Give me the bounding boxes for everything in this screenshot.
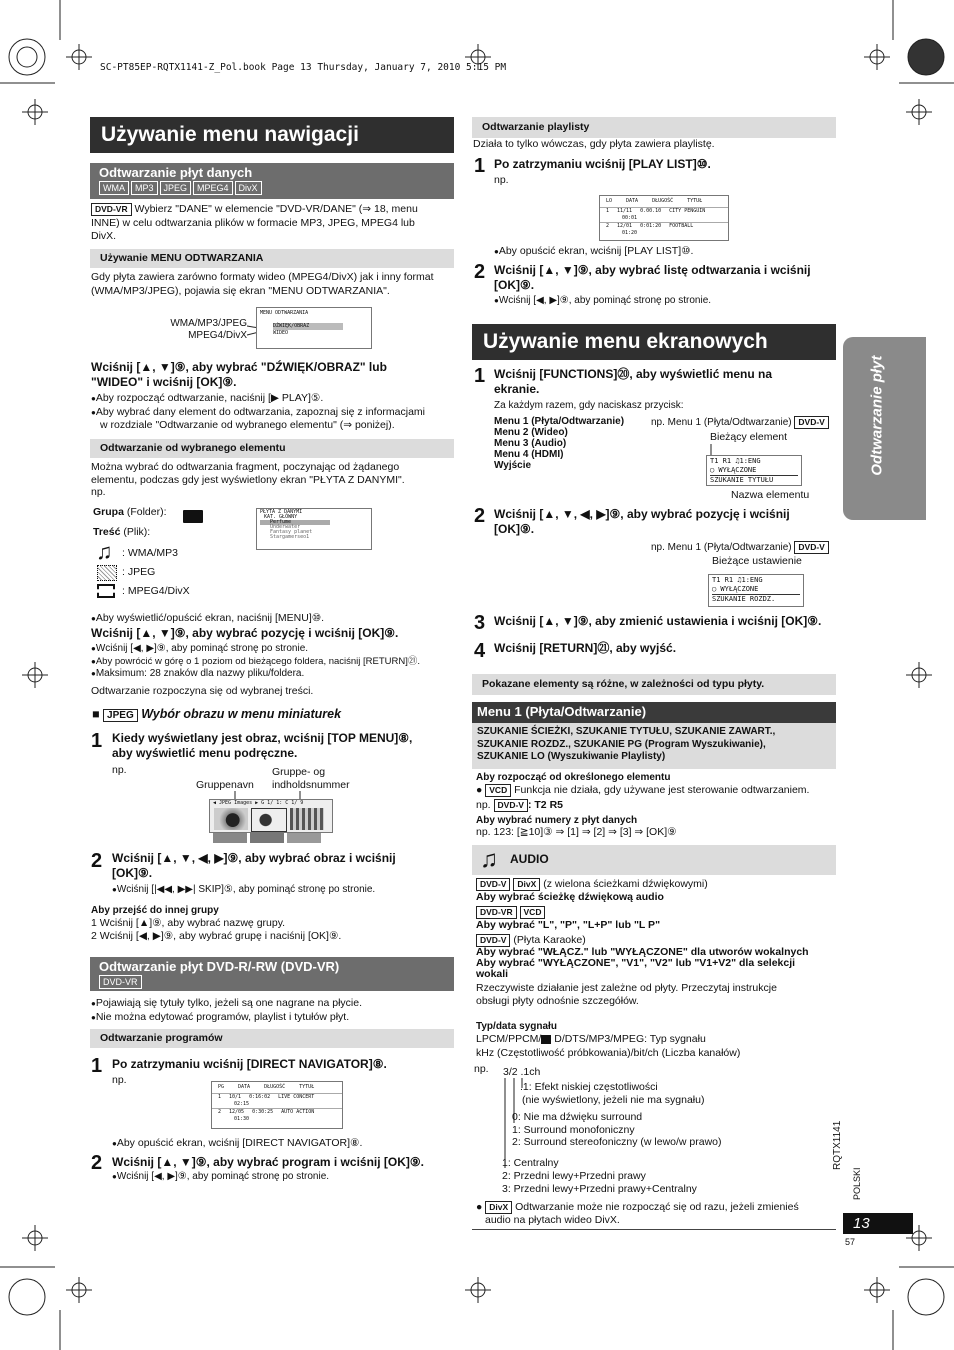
- bar-playlist: Odtwarzanie playlisty: [472, 117, 836, 138]
- section-title: Odtwarzanie płyt DVD-R/-RW (DVD-VR): [99, 959, 340, 974]
- np-label: np.: [112, 764, 127, 776]
- exit-bullet: ● Aby opuścić ekran, wciśnij [DIRECT NAVIGATOR]⑧.: [112, 1137, 362, 1149]
- tag-dvd-v: DVD-V: [476, 934, 510, 947]
- signal-type-text: LPCM/PPCM/ D/DTS/MP3/MPEG: Typ sygnału kHz (Częstotliwość próbkowania)/bit/ch (Liczba kanałów): [476, 1033, 741, 1059]
- data-disc-screen-thumb: PŁYTA Z DANYMI KAT. GŁÓWNY Perfume Underwater Fantasy planet Stargamerseo1: [256, 508, 372, 550]
- element-name-label: Nazwa elementu: [731, 489, 810, 501]
- skip-bullet: ● Wciśnij [|◀◀, ▶▶| SKIP]⑤, aby pominąć stronę po stronie.: [112, 884, 375, 896]
- type-wma-mp3: : WMA/MP3: [122, 547, 179, 559]
- audio-details: DVD-V DivX (z wielona ścieżkami dźwiękowymi) Aby wybrać ścieżkę dźwiękową audio DVD-VR VCD Aby wybrać "L", "P", "L+P" lub "L P" DVD-V (Płyta Karaoke) Aby wybrać "WŁĄCZ." lub "WYŁĄCZONE" dla utworów wokalnych Aby wybrać "WYŁĄCZONE", "V1", "V2" lub "V1+V2" dla selekcji wokali Rzeczywiste działanie jest zależne od płyty. Przeczytaj instrukcje obsługi płyty odnośnie szczegółów.: [476, 878, 809, 1007]
- example-menu1: np. Menu 1 (Płyta/Odtwarzanie) DVD-V: [651, 416, 829, 429]
- menu-text: Gdy płyta zawiera zarówno formaty wideo (MPEG4/DivX) jak i inny format (WMA/MP3/JPEG), pojawia się ekran "MENU ODTWARZANIA".: [91, 271, 434, 297]
- signal-type-title: Typ/data sygnału: [476, 1021, 557, 1032]
- page-number: 13: [843, 1213, 913, 1234]
- tag-dvd-v: DVD-V: [476, 878, 510, 891]
- menu-labels: WMA/MP3/JPEG MPEG4/DivX: [170, 318, 247, 341]
- model-code: RQTX1141: [832, 1120, 843, 1170]
- step-number: 2: [91, 850, 103, 872]
- np-label: np.: [112, 1074, 127, 1086]
- bar-selected-element: Odtwarzanie od wybranego elementu: [90, 439, 454, 458]
- divx-note: ● DivX Odtwarzanie może nie rozpocząć się od razu, jeżeli zmienieś audio na płytach wideo DivX.: [476, 1201, 799, 1226]
- from-element-example: np. DVD-V : T2 R5: [476, 799, 563, 811]
- osd-screen-2: T1 R1 ♫1:ENG ◯ WYŁĄCZONE SZUKANIE ROZDZ.: [708, 574, 804, 607]
- type-mpeg4-divx: : MPEG4/DivX: [122, 585, 190, 597]
- skip-bullet: ● Wciśnij [◀, ▶]⑨, aby pominąć stronę po stronie.: [112, 1171, 329, 1183]
- goto-group-title: Aby przejść do innej grupy: [91, 905, 219, 916]
- signal-front: 1: Centralny 2: Przedni lewy+Przedni prawy 3: Przedni lewy+Przedni prawy+Centralny: [502, 1157, 697, 1195]
- step-number: 1: [474, 365, 486, 387]
- chapter-tab: Odtwarzanie płyt: [843, 337, 926, 520]
- tag-dvd-v: DVD-V: [494, 799, 528, 812]
- section-data-discs: [90, 163, 454, 199]
- jpeg-step-1: Kiedy wyświetlany jest obraz, wciśnij [TOP MENU]⑧, aby wyświetlić menu podręczne.: [112, 731, 413, 760]
- thumbnail-image: [290, 808, 324, 830]
- section-title: Odtwarzanie płyt danych: [99, 165, 253, 180]
- exit-bullet: ● Aby opuścić ekran, wciśnij [PLAY LIST]⑩.: [494, 245, 693, 257]
- step-number: 2: [91, 1152, 103, 1174]
- menu-bullet: ● Aby wyświetlić/opuścić ekran, naciśnij [MENU]⑩.: [91, 612, 324, 624]
- step-number: 2: [474, 505, 486, 527]
- menu-cycle-list: Menu 1 (Płyta/Odtwarzanie) Menu 2 (Wideo) Menu 3 (Audio) Menu 4 (HDMI) Wyjście: [494, 416, 625, 471]
- search-options: SZUKANIE ŚCIEŻKI, SZUKANIE TYTUŁU, SZUKANIE ZAWART., SZUKANIE ROZDZ., SZUKANIE PG (Program Wyszukiwanie), SZUKANIE LO (Wyszukiwanie Playlisty): [472, 723, 836, 769]
- image-file-icon: [97, 565, 117, 581]
- programs-step-2: Wciśnij [▲, ▼]⑨, aby wybrać program i wciśnij [OK]⑨.: [112, 1155, 424, 1169]
- jpeg-thumbnail-screen: ◀ JPEG Images ▶ G 1/ 1: C 1/ 9: [209, 799, 333, 833]
- playlist-screen: LO DATA DŁUGOŚĆ TYTUŁ 1 11/11 0.00.10 CITY PENGUIN 00:01 2 12/01 0:01:20 FOOTBALL 01:20: [599, 195, 729, 241]
- tag-wma: WMA: [99, 181, 129, 195]
- menu1-bar: Menu 1 (Płyta/Odtwarzanie): [472, 702, 836, 723]
- tag-dvd-v: DVD-V: [794, 541, 828, 554]
- example-menu1b: np. Menu 1 (Płyta/Odtwarzanie) DVD-V: [651, 541, 829, 554]
- step-number: 2: [474, 261, 486, 283]
- onscreen-step-3: Wciśnij [▲, ▼]⑨, aby zmienić ustawienia i wciśnij [OK]⑨.: [494, 614, 822, 628]
- tag-jpeg: JPEG: [103, 709, 138, 722]
- jpeg-step-2: Wciśnij [▲, ▼, ◀, ▶]⑨, aby wybrać obraz i wciśnij [OK]⑨.: [112, 851, 396, 880]
- divider: [472, 1229, 836, 1230]
- folder-icon: [183, 510, 203, 523]
- current-setting-label: Bieżące ustawienie: [712, 555, 802, 567]
- pick-numbers-title: Aby wybrać numery z płyt danych: [476, 815, 638, 826]
- page-title-navigation: Używanie menu nawigacji: [90, 117, 454, 153]
- thumbnail-row-2: [209, 833, 333, 845]
- pick-numbers-example: np. 123: [≧10]③ ⇒ [1] ⇒ [2] ⇒ [3] ⇒ [OK]⑨: [476, 826, 677, 838]
- section-dvd-vr: [90, 957, 454, 991]
- from-element-vcd: ● VCD Funkcja nie działa, gdy używane jest sterowanie odtwarzaniem.: [476, 784, 810, 796]
- step-number: 4: [474, 640, 486, 662]
- playback-starts: Odtwarzanie rozpoczyna się od wybranej treści.: [91, 685, 314, 697]
- dolby-icon: [541, 1035, 551, 1044]
- intro-text: DVD-VR Wybierz "DANE" w elemencie "DVD-VR/DANE" (⇒ 18, menu INNE) w celu odtwarzania plików w formacie MP3, JPEG, MPEG4 lub DivX.: [91, 203, 418, 242]
- playlist-step-1: Po zatrzymaniu wciśnij [PLAY LIST]⑩.: [494, 157, 711, 171]
- tag-divx: DivX: [513, 878, 540, 891]
- current-element-label: Bieżący element: [710, 431, 788, 443]
- playlist-step-2: Wciśnij [▲, ▼]⑨, aby wybrać listę odtwarzania i wciśnij [OK]⑨.: [494, 263, 811, 292]
- page-number-small: 57: [845, 1237, 856, 1247]
- press-instruction-1: Wciśnij [▲, ▼]⑨, aby wybrać "DŹWIĘK/OBRAZ" lub "WIDEO" i wciśnij [OK]⑨.: [91, 360, 387, 389]
- onscreen-step-1: Wciśnij [FUNCTIONS]⑳, aby wyświetlić menu na ekranie.: [494, 367, 773, 396]
- from-element-title: Aby rozpocząć od określonego elementu: [476, 772, 671, 783]
- step-number: 1: [474, 155, 486, 177]
- programs-step-1: Po zatrzymaniu wciśnij [DIRECT NAVIGATOR]⑧.: [112, 1057, 387, 1071]
- onscreen-step-4: Wciśnij [RETURN]㉑, aby wyjść.: [494, 641, 677, 655]
- menu-screen-thumb: MENU ODTWARZANIA DŹWIĘK/OBRAZ WIDEO: [256, 307, 372, 349]
- jpeg-subheading: ■ JPEG Wybór obrazu w menu miniaturek: [92, 707, 342, 721]
- type-jpeg: : JPEG: [122, 566, 156, 578]
- language-label: POLSKI: [852, 1167, 862, 1200]
- signal-lfe: .1: Efekt niskiej częstotliwości (nie wyświetlony, jeżeli nie ma sygnału): [520, 1081, 705, 1106]
- tag-dvd-vr: DVD-VR: [99, 975, 142, 989]
- content-label: Treść (Plik):: [93, 526, 151, 538]
- tag-dvd-vr: DVD-VR: [476, 906, 517, 919]
- press2-bullets: ● Wciśnij [◀, ▶]⑨, aby pominąć stronę po stronie. ● Aby powrócić w górę o 1 poziom od bieżącego foldera, naciśnij [RETURN]㉑. ● Maksimum: 28 znaków dla nazwy pliku/foldera.: [91, 643, 453, 681]
- tag-dvd-vr: DVD-VR: [91, 203, 132, 216]
- np-label: np.: [474, 1063, 489, 1075]
- onscreen-step-2: Wciśnij [▲, ▼, ◀, ▶]⑨, aby wybrać pozycję i wciśnij [OK]⑨.: [494, 507, 790, 536]
- step-number: 1: [91, 730, 103, 752]
- step-number: 3: [474, 612, 486, 634]
- osd-screen-1: T1 R1 ♫1:ENG ◯ WYŁĄCZONE SZUKANIE TYTUŁU: [706, 455, 802, 486]
- tag-divx: DivX: [235, 181, 262, 195]
- tag-mpeg4: MPEG4: [193, 181, 233, 195]
- press-each-time: Za każdym razem, gdy naciskasz przycisk:: [494, 400, 684, 411]
- group-number-callout: Gruppe- og indholdsnummer: [272, 766, 350, 791]
- bar-playback-menu: Używanie MENU ODTWARZANIA: [90, 249, 454, 268]
- program-list-screen: PG DATA DŁUGOŚĆ TYTUŁ 1 10/1 0:16:02 LIVE CONCERT 02:15 2 12/05 0:30:25 AUTO ACTION 01:30: [211, 1081, 343, 1129]
- thumbnail-image: [251, 808, 287, 832]
- group-label: Grupa (Folder):: [93, 506, 167, 518]
- goto-group-steps: 1 Wciśnij [▲]⑨, aby wybrać nazwę grupy. 2 Wciśnij [◀, ▶]⑨, aby wybrać grupę i naciśnij [OK]⑨.: [91, 917, 342, 942]
- tag-vcd: VCD: [520, 906, 546, 919]
- music-note-icon: ♫: [480, 846, 498, 873]
- tag-dvd-v: DVD-V: [794, 416, 828, 429]
- note-items-vary: Pokazane elementy są różne, w zależności od typu płyty.: [472, 674, 836, 695]
- press-instruction-2: Wciśnij [▲, ▼]⑨, aby wybrać pozycję i wciśnij [OK]⑨.: [91, 626, 399, 640]
- selected-text: Można wybrać do odtwarzania fragment, poczynając od żądanego elementu, podczas gdy jest wyświetlony ekran "PŁYTA Z DANYMI". np.: [91, 461, 405, 498]
- thumbnail-image: [214, 808, 248, 830]
- video-file-icon: [97, 584, 115, 598]
- page-title-onscreen: Używanie menu ekranowych: [472, 324, 836, 360]
- bar-programs: Odtwarzanie programów: [90, 1029, 454, 1048]
- tag-mp3: MP3: [131, 181, 158, 195]
- group-name-callout: Gruppenavn: [196, 779, 254, 791]
- step-number: 1: [91, 1055, 103, 1077]
- skip-bullet: ● Wciśnij [◀, ▶]⑨, aby pominąć stronę po stronie.: [494, 295, 711, 307]
- press1-bullets: ● Aby rozpocząć odtwarzanie, naciśnij [▶ PLAY]⑤. ● Aby wybrać dany element do odtwarzania, zapoznaj się z informacjami w rozdziale "Odtwarzanie od wybranego elementu" (⇒ poniżej).: [91, 392, 453, 432]
- signal-example: 3/2 .1ch: [503, 1066, 541, 1078]
- print-header: SC-PT85EP-RQTX1141-Z_Pol.book Page 13 Thursday, January 7, 2010 5:15 PM: [100, 62, 507, 73]
- tag-vcd: VCD: [485, 784, 511, 797]
- audio-bar: ♫ AUDIO: [472, 845, 836, 875]
- tag-divx: DivX: [485, 1201, 512, 1214]
- dvd-vr-bullets: ● Pojawiają się tytuły tylko, jeżeli są one nagrane na płycie. ● Nie można edytować programów, playlist i tytułów płyt.: [91, 997, 362, 1024]
- tag-jpeg: JPEG: [160, 181, 192, 195]
- music-note-icon: ♫: [96, 539, 113, 564]
- signal-surround: 0: Nie ma dźwięku surround 1: Surround monofoniczny 2: Surround stereofoniczny (w lewo/w prawo): [512, 1111, 722, 1148]
- playlist-text: Działa to tylko wówczas, gdy płyta zawiera playlistę.: [473, 138, 715, 150]
- np-label: np.: [494, 174, 509, 186]
